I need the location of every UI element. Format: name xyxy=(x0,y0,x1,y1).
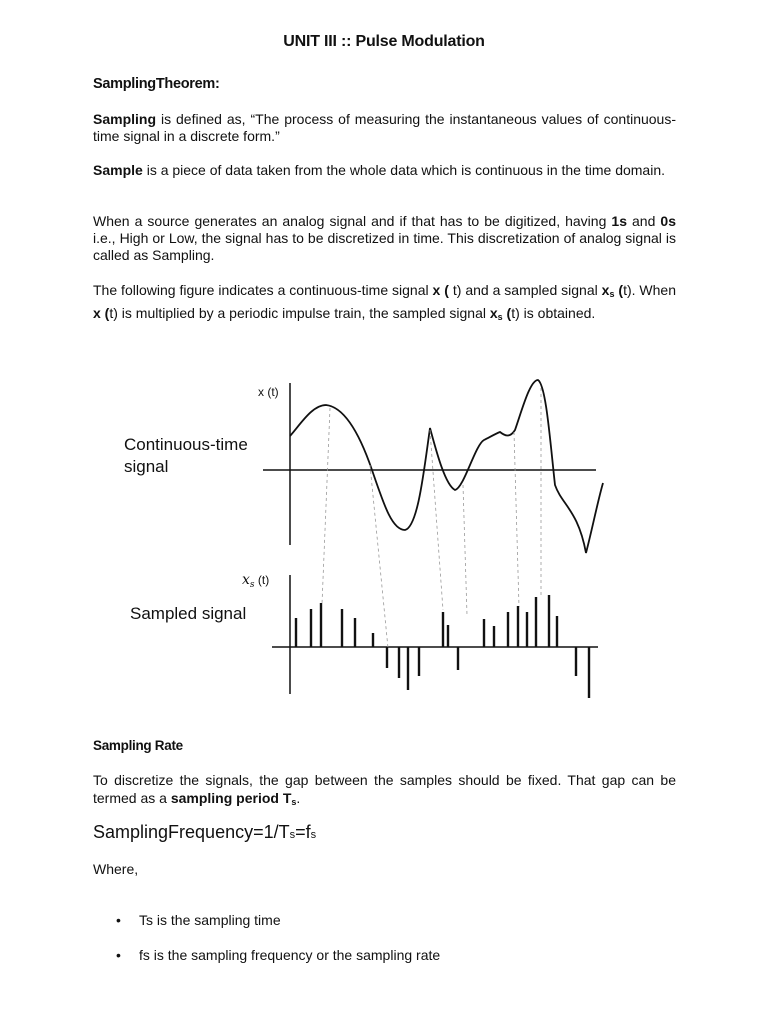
list-item xyxy=(116,912,281,928)
rate-end: . xyxy=(296,790,301,806)
formula-mid: =f xyxy=(295,822,311,842)
fig-desc-text-3: t). When xyxy=(623,282,676,298)
fig-desc-text-2: t) and a sampled signal xyxy=(452,282,602,298)
where-label: Where, xyxy=(93,861,139,877)
bullet-icon: • xyxy=(116,912,121,928)
term-sampling-period xyxy=(171,790,297,806)
xs-symbol: x xyxy=(601,282,610,298)
xs-subscript-2: s xyxy=(497,311,503,322)
sampling-frequency-formula xyxy=(93,822,316,843)
x-axis-label: x (t) xyxy=(258,385,279,399)
digitize-text-2: and xyxy=(626,213,661,229)
continuous-label-line1: Continuous-time xyxy=(124,435,248,454)
xs-symbol-2: x xyxy=(489,304,498,321)
guide-4 xyxy=(463,485,467,615)
guide-1 xyxy=(322,408,330,604)
sampling-theorem-heading: SamplingTheorem: xyxy=(93,76,220,92)
formula-sub-2: s xyxy=(310,829,317,841)
formula-sub-1: s xyxy=(289,829,296,841)
bullet-text-sampling-frequency: fs is the sampling frequency or the sampling rate xyxy=(139,947,441,963)
continuous-label-line2: signal xyxy=(124,457,169,476)
continuous-signal-curve xyxy=(290,380,603,553)
xs-paren: ( xyxy=(614,282,624,298)
xs-subscript: s xyxy=(609,289,615,299)
xs-axis-sub: s xyxy=(249,580,255,590)
signal-x-bold: x ( xyxy=(432,282,453,298)
digitize-text-1: When a source generates an analog signal and if that has to be digitized, having xyxy=(93,213,612,229)
xs-axis-label xyxy=(242,572,269,590)
fig-desc-text-1: The following figure indicates a continuous-time signal xyxy=(93,282,433,298)
sample-definition-text: is a piece of data taken from the whole data which is continuous in the time domain. xyxy=(142,162,665,178)
rate-text: To discretize the signals, the gap between the samples should be fixed. That gap can be termed as a xyxy=(93,772,676,806)
bullet-icon: • xyxy=(116,947,121,963)
xs-axis-x: x xyxy=(242,572,250,588)
fig-desc-text-5: t) is obtained. xyxy=(511,304,596,321)
term-sampling: Sampling xyxy=(93,111,157,127)
term-sample: Sample xyxy=(93,162,143,178)
sampling-definition-text: is defined as, “The process of measuring the instantaneous values of continuous-time signal in a discrete form.” xyxy=(93,111,676,144)
sampled-signal-label: Sampled signal xyxy=(130,604,247,623)
guide-3 xyxy=(430,430,443,610)
digitize-text-3: i.e., High or Low, the signal has to be discretized in time. This discretization of analog signal is called as Sampling. xyxy=(93,230,676,263)
paragraph-sampling-period xyxy=(93,771,676,811)
sampling-rate-heading: Sampling Rate xyxy=(93,738,183,753)
term-ones: 1s xyxy=(611,213,627,229)
fig-desc-text-4: t) is multiplied by a periodic impulse train, the sampled signal xyxy=(109,304,490,321)
xs-paren-2: ( xyxy=(502,304,512,321)
sampling-period-subscript: s xyxy=(291,797,297,807)
list-item xyxy=(116,947,440,963)
xs-axis-t: (t) xyxy=(254,573,270,587)
sample-guides xyxy=(322,388,541,648)
sampling-period-text: sampling period T xyxy=(170,790,292,806)
signal-x-bold-2: x ( xyxy=(93,304,110,321)
bullet-text-sampling-time: Ts is the sampling time xyxy=(139,912,281,928)
term-zeros: 0s xyxy=(660,213,676,229)
page-title: UNIT III :: Pulse Modulation xyxy=(283,33,485,50)
guide-5 xyxy=(514,432,519,607)
formula-main: SamplingFrequency=1/T xyxy=(93,822,290,842)
